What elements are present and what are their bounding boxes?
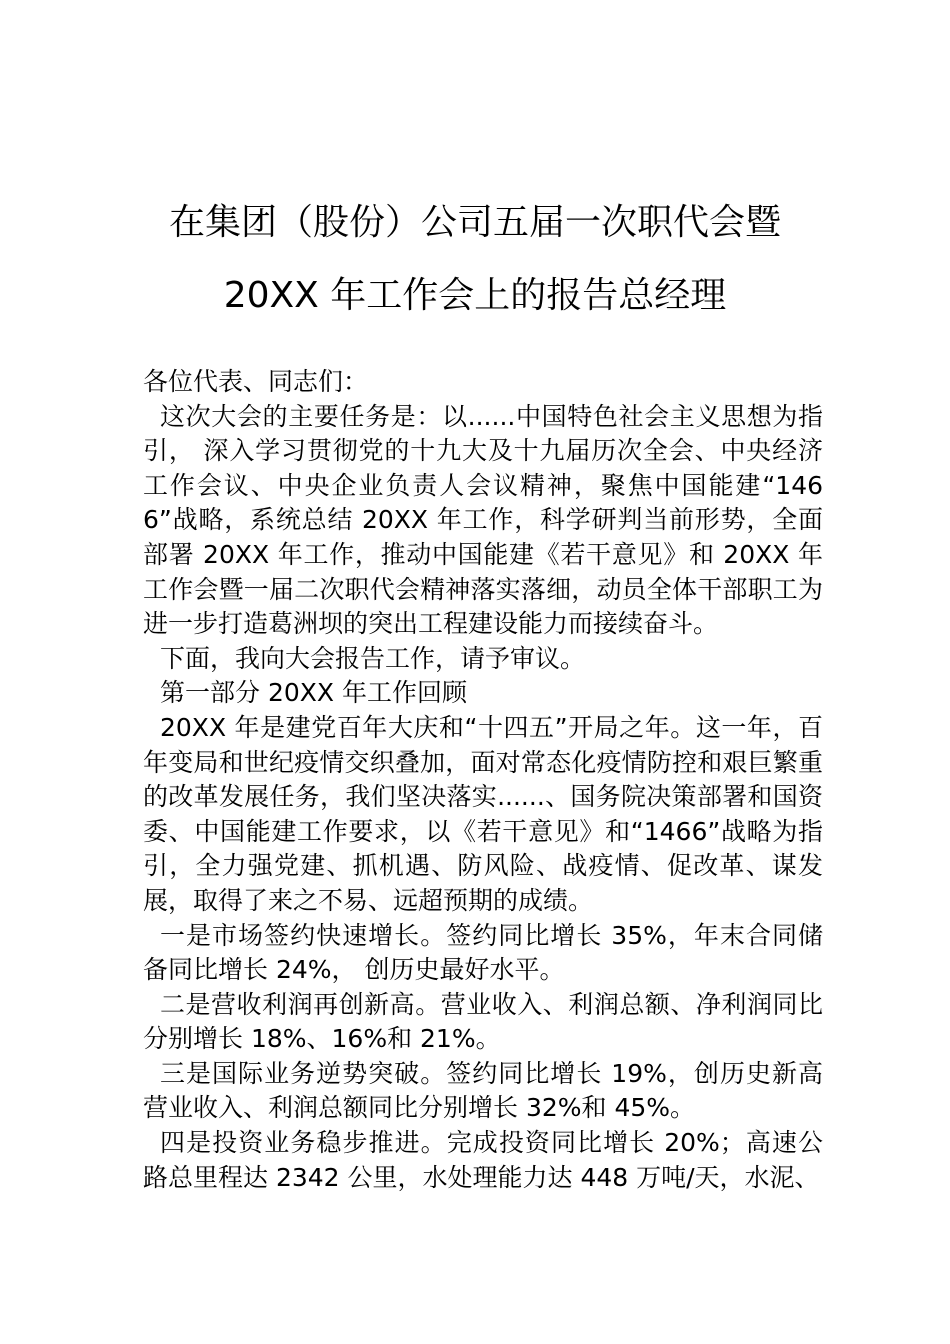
document-body (143, 365, 823, 1195)
section-heading-part-one: 第一部分 20XX 年工作回顾 (160, 678, 467, 708)
paragraph-report-intro: 下面，我向大会报告工作，请予审议。 (160, 643, 586, 673)
paragraph-year-review: 20XX 年是建党百年大庆和“十四五”开局之年。这一年，百年变局和世纪疫情交织叠加，面对常态化疫情防控和艰巨繁重的改革发展任务，我们坚决落实......、国务院决策部署和国资委、中国能建工作要求，以《若干意见》和“1466”战略为指引，全力强党建、抓机遇、防风险、战疫情、促改革、谋发展，取得了来之不易、远超预期的成绩。 (143, 712, 823, 915)
paragraph-point-two: 二是营收利润再创新高。营业收入、利润总额、净利润同比分别增长 18%、16%和 21%。 (143, 989, 823, 1054)
paragraph-point-one: 一是市场签约快速增长。签约同比增长 35%，年末合同储备同比增长 24%， 创历史最好水平。 (143, 920, 823, 985)
paragraph-meeting-tasks: 这次大会的主要任务是：以......中国特色社会主义思想为指引， 深入学习贯彻党的十九大及十九届历次全会、中央经济工作会议、中央企业负责人会议精神，聚焦中国能建“1466”战略，系统总结 20XX 年工作，科学研判当前形势，全面部署 20XX 年工作，推动中国能建《若干意见》和 20XX 年工作会暨一届二次职代会精神落实落细，动员全体干部职工为进一步打造葛洲坝的突出工程建设能力而接续奋斗。 (143, 401, 823, 639)
salutation: 各位代表、同志们： (143, 367, 369, 396)
paragraph-point-four: 四是投资业务稳步推进。完成投资同比增长 20%；高速公路总里程达 2342 公里，水处理能力达 448 万吨/天，水泥、 (143, 1128, 823, 1192)
document-title-line-2: 20XX 年工作会上的报告总经理 (223, 275, 727, 316)
paragraph-point-three: 三是国际业务逆势突破。签约同比增长 19%，创历史新高营业收入、利润总额同比分别增长 32%和 45%。 (143, 1058, 823, 1123)
document-title-line-1: 在集团（股份）公司五届一次职代会暨 (168, 202, 781, 243)
